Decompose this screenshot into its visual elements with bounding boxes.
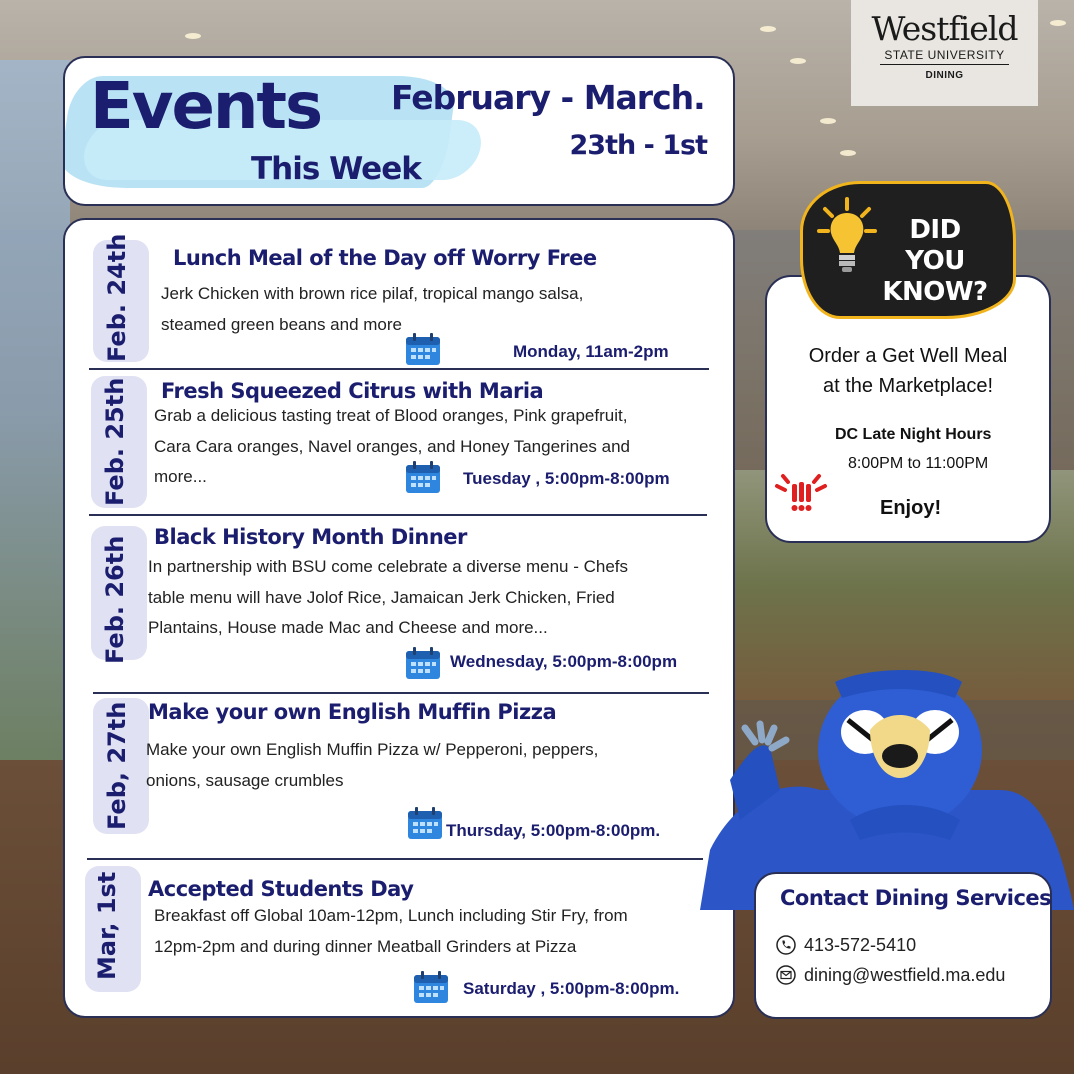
event-description	[154, 901, 628, 962]
logo-subtitle: STATE UNIVERSITY	[880, 48, 1008, 65]
description-line: Breakfast off Global 10am-12pm, Lunch including Stir Fry, from	[154, 906, 628, 925]
description-line: Make your own English Muffin Pizza w/ Pepperoni, peppers,	[146, 740, 599, 759]
ceiling-light	[790, 58, 806, 64]
ceiling-light	[1050, 20, 1066, 26]
calendar-icon	[405, 332, 441, 366]
calendar-icon	[405, 646, 441, 680]
ceiling-light	[820, 118, 836, 124]
contact-email[interactable]	[776, 965, 1005, 986]
enjoy-text: Enjoy!	[880, 497, 942, 519]
phone-icon	[776, 935, 796, 955]
divider	[87, 858, 703, 860]
description-line: Jerk Chicken with brown rice pilaf, tropical mango salsa,	[161, 284, 584, 303]
description-line: more...	[154, 467, 207, 486]
phone-number: 413-572-5410	[804, 935, 917, 955]
late-night-title: DC Late Night Hours	[835, 426, 992, 443]
badge-line: DID YOU	[905, 215, 965, 276]
divider	[93, 692, 709, 694]
contact-title: Contact Dining Services	[780, 886, 1052, 910]
email-address: dining@westfield.ma.edu	[804, 965, 1006, 985]
events-card	[63, 218, 735, 1018]
description-line: Cara Cara oranges, Navel oranges, and Honey Tangerines and	[154, 436, 630, 456]
event-date: Feb. 24th	[103, 233, 131, 362]
event-time: Tuesday , 5:00pm-8:00pm	[463, 469, 670, 488]
event-description	[148, 552, 628, 644]
calendar-icon	[407, 806, 443, 840]
event-description	[146, 735, 598, 796]
get-well-line: at the Marketplace!	[822, 375, 994, 397]
alert-icon	[773, 472, 829, 516]
get-well-line: Order a Get Well Meal	[808, 345, 1008, 367]
description-line: In partnership with BSU come celebrate a diverse menu - Chefs	[148, 557, 629, 576]
email-icon	[776, 965, 796, 985]
event-time: Thursday, 5:00pm-8:00pm.	[446, 821, 661, 840]
date-range-days: 23th - 1st	[569, 130, 707, 161]
event-date: Feb. 25th	[101, 377, 129, 506]
get-well-meal-text	[765, 341, 1051, 401]
westfield-logo	[851, 0, 1038, 106]
event-date: Feb. 26th	[101, 535, 129, 664]
event-time: Wednesday, 5:00pm-8:00pm	[450, 652, 678, 671]
did-you-know-title	[880, 215, 990, 308]
page-subtitle: This Week	[251, 151, 421, 187]
logo-dept: DINING	[925, 70, 964, 81]
divider	[89, 368, 709, 370]
page-title: Events	[90, 70, 322, 144]
late-night-hours: 8:00PM to 11:00PM	[848, 455, 989, 472]
date-range-months: February - March.	[391, 78, 705, 117]
calendar-icon	[405, 460, 441, 494]
contact-phone[interactable]	[776, 935, 916, 956]
description-line: table menu will have Jolof Rice, Jamaican Jerk Chicken, Fried	[148, 587, 615, 607]
lightbulb-icon	[817, 195, 877, 285]
divider	[89, 514, 707, 516]
description-line: onions, sausage crumbles	[146, 770, 344, 790]
ceiling-light	[760, 26, 776, 32]
event-title: Fresh Squeezed Citrus with Maria	[161, 379, 544, 403]
description-line: 12pm-2pm and during dinner Meatball Grinders at Pizza	[154, 936, 577, 956]
calendar-icon	[413, 970, 449, 1004]
logo-name: Westfield	[871, 9, 1018, 48]
event-title: Black History Month Dinner	[154, 525, 467, 549]
background-window	[0, 60, 70, 760]
event-title: Make your own English Muffin Pizza	[148, 700, 557, 724]
description-line: Grab a delicious tasting treat of Blood oranges, Pink grapefruit,	[154, 406, 628, 425]
event-date: Feb, 27th	[103, 701, 131, 830]
event-date: Mar, 1st	[93, 871, 121, 980]
event-time: Saturday , 5:00pm-8:00pm.	[463, 979, 680, 998]
event-time: Monday, 11am-2pm	[513, 342, 669, 361]
event-title: Lunch Meal of the Day off Worry Free	[173, 246, 597, 270]
header-card	[63, 56, 735, 206]
badge-line: KNOW?	[882, 277, 988, 307]
ceiling-light	[840, 150, 856, 156]
description-line: Plantains, House made Mac and Cheese and more...	[148, 618, 548, 637]
event-description	[161, 279, 583, 340]
ceiling-light	[185, 33, 201, 39]
event-title: Accepted Students Day	[148, 877, 414, 901]
description-line: steamed green beans and more	[161, 314, 402, 334]
